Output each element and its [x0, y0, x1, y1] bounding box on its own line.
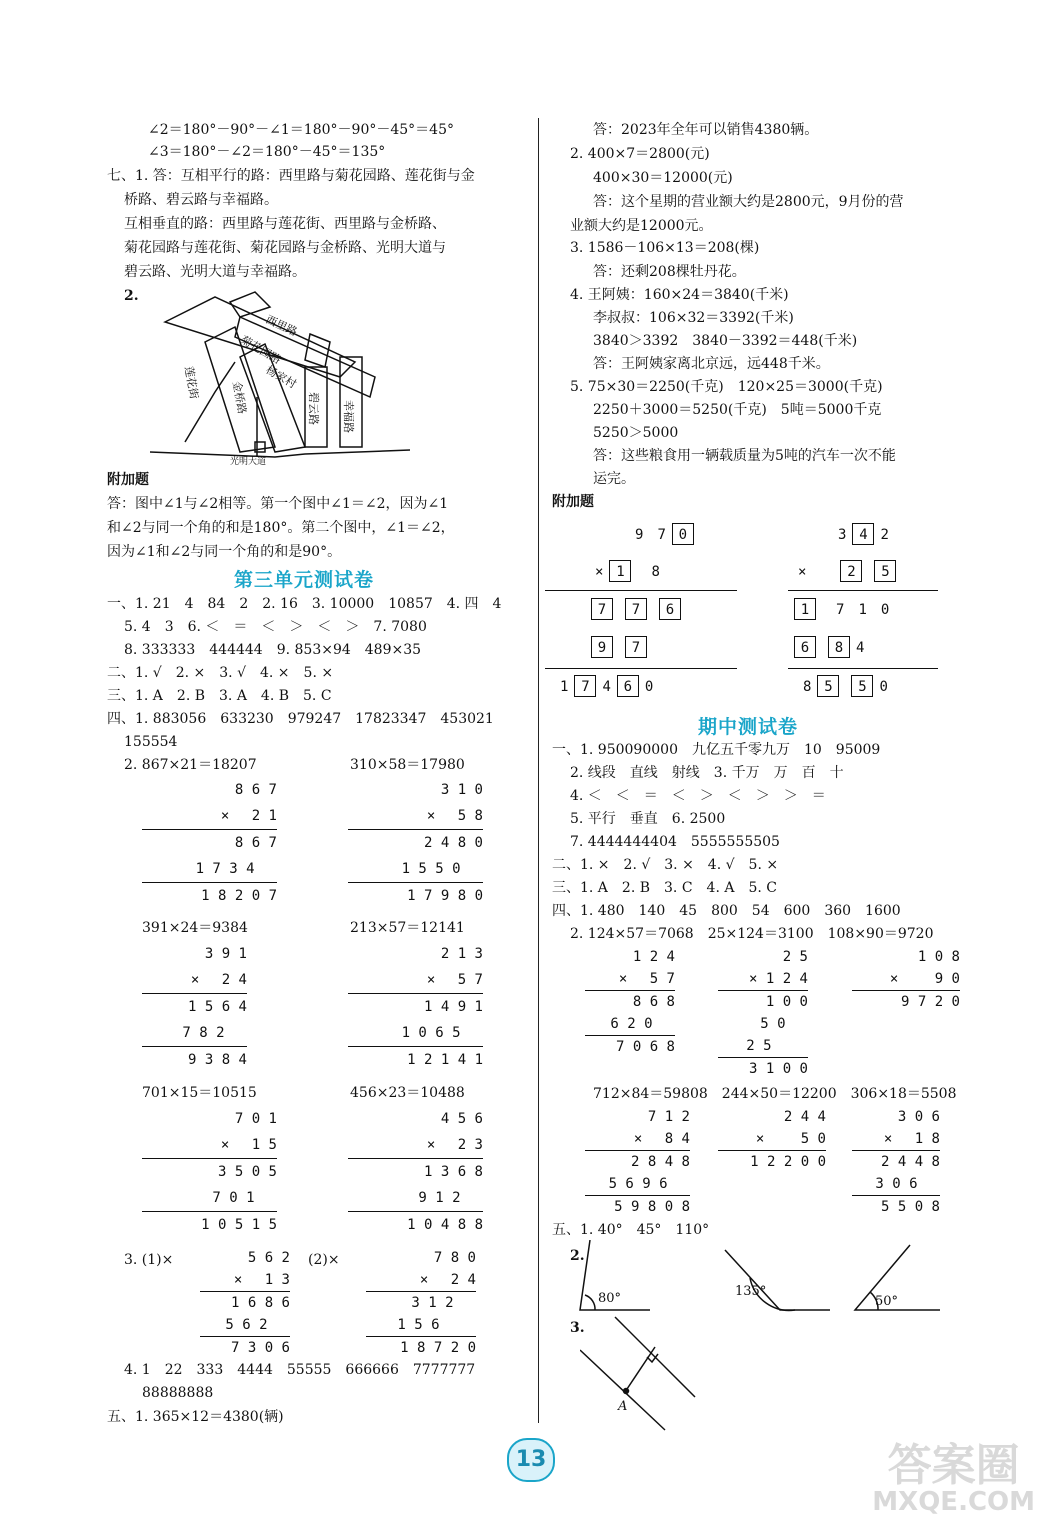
r-line: 答：王阿姨家离北京远，远448千米。 [593, 356, 830, 372]
answer-box: 5 [817, 675, 839, 697]
angle-135 [725, 1250, 830, 1310]
vertical-mult: 1 0 8 × 9 0 9 7 2 0 [852, 946, 960, 1013]
calc-eq: 213×57＝12141 [350, 920, 465, 936]
midterm-title: 期中测试卷 [698, 716, 799, 738]
road-map [145, 282, 415, 467]
q7-line-5: 碧云路、光明大道与幸福路。 [124, 264, 306, 280]
vertical-mult: 3 9 1 × 2 4 1 5 6 4 7 8 2 9 3 8 4 [142, 941, 247, 1073]
q4-line-2: 88888888 [142, 1385, 214, 1401]
r-line: 李叔叔：106×32＝3392(千米) [593, 310, 794, 326]
angle-label-135: 135° [735, 1284, 767, 1299]
vertical-mult: 8 6 7 × 2 1 8 6 7 1 7 3 4 1 8 2 0 7 [142, 777, 277, 909]
mid-line: 四、1. 480 140 45 800 54 600 360 1600 [552, 903, 901, 919]
calc-eq: 701×15＝10515 [142, 1085, 257, 1101]
answer-box: 1 [609, 560, 631, 582]
vertical-mult: 7 8 0 × 2 4 3 1 2 1 5 6 1 8 7 2 0 [366, 1247, 476, 1359]
q7-line-2: 桥路、碧云路与幸福路。 [124, 192, 278, 208]
map-label-xingfu: 幸福路 [342, 400, 355, 433]
column-divider [538, 118, 539, 1423]
watermark-top: 答案圈 [887, 1440, 1020, 1491]
r-line: 4. 王阿姨：160×24＝3840(千米) [570, 287, 789, 303]
watermark [872, 1440, 1035, 1517]
answer-box: 7 [574, 675, 596, 697]
angle-drawings [575, 1240, 955, 1315]
answer-box: 5 [874, 560, 896, 582]
fujia-title-left: 附加题 [107, 472, 149, 488]
answer-box: 6 [659, 598, 681, 620]
unit3-line-7: 155554 [124, 734, 178, 750]
r-line: 业额大约是12000元。 [570, 218, 713, 234]
answer-box: 7 [625, 598, 647, 620]
map-label-guangming: 光明大道 [230, 457, 267, 467]
unit3-title: 第三单元测试卷 [234, 569, 375, 591]
mid-line: 7. 4444444404 5555555505 [570, 834, 780, 850]
unit3-line-1: 一、1. 21 4 84 2 2. 16 3. 10000 10857 4. 四 4 [107, 596, 502, 612]
unit3-line-3: 8. 333333 444444 9. 853×94 489×35 [124, 642, 422, 658]
perpendicular-drawing [580, 1312, 710, 1432]
fujia-line-3: 因为∠1和∠2与同一个角的和是90°。 [107, 544, 342, 560]
angle-label-80: 80° [598, 1291, 622, 1306]
q7-line-1: 七、1. 答：互相平行的路：西里路与菊花园路、莲花街与金 [107, 168, 475, 184]
mid-line: 4. ＜ ＜ ＝ ＜ ＞ ＜ ＞ ＞ ＝ [570, 788, 826, 804]
mid-line: 一、1. 950090000 九亿五千零九万 10 95009 [552, 742, 881, 758]
q4-line-1: 4. 1 22 333 4444 55555 666666 7777777 [124, 1362, 476, 1378]
point-a-label: A [618, 1399, 628, 1414]
vertical-mult: 4 5 6 × 2 3 1 3 6 8 9 1 2 1 0 4 8 8 [348, 1106, 483, 1238]
map-label-juhuayuan: 菊花园路 [238, 333, 284, 367]
r-line: 5250＞5000 [593, 425, 679, 441]
answer-box: 6 [617, 675, 639, 697]
mid-line: 三、1. A 2. B 3. C 4. A 5. C [552, 880, 777, 896]
r-line: 答：这些粮食用一辆载质量为5吨的汽车一次不能 [593, 448, 896, 464]
q7-line-4: 菊花园路与莲花街、菊花园路与金桥路、光明大道与 [124, 240, 446, 256]
map-label-jinqiao: 金桥路 [230, 380, 249, 416]
answer-box: 8 [828, 636, 850, 658]
fujia-line-1: 答：图中∠1与∠2相等。第一个图中∠1＝∠2，因为∠1 [107, 496, 449, 512]
calc-eq: 2. 867×21＝18207 [124, 757, 257, 773]
fujia-title-right: 附加题 [552, 494, 594, 510]
q3a-label: 3. (1)× [124, 1252, 174, 1268]
r-line: 3. 1586－106×13＝208(棵) [570, 240, 760, 256]
q7-line-3: 互相垂直的路：西里路与莲花街、西里路与金桥路、 [124, 216, 446, 232]
calc-eq: 456×23＝10488 [350, 1085, 465, 1101]
fujia-line-2: 和∠2与同一个角的和是180°。第二个图中，∠1＝∠2， [107, 520, 455, 536]
mid-q5-2: 2. [570, 1248, 585, 1264]
mid-line: 5. 平行 垂直 6. 2500 [570, 811, 726, 827]
r-line: 3840＞3392 3840－3392＝448(千米) [593, 333, 858, 349]
answer-box: 5 [851, 675, 873, 697]
answer-box: 7 [625, 636, 647, 658]
angle-label-50: 50° [875, 1294, 899, 1309]
unit3-line-4: 二、1. √ 2. × 3. √ 4. × 5. × [107, 665, 334, 681]
map-label: 2. [124, 288, 139, 304]
answer-box: 2 [840, 560, 862, 582]
r-line: 5. 75×30＝2250(千克) 120×25＝3000(千克) [570, 379, 883, 395]
vertical-mult: 3 1 0 × 5 8 2 4 8 0 1 5 5 0 1 7 9 8 0 [348, 777, 483, 909]
vertical-mult: 7 1 2 × 8 4 2 8 4 8 5 6 9 6 5 9 8 0 8 [585, 1106, 690, 1218]
vertical-mult: 1 2 4 × 5 7 8 6 8 6 2 0 7 0 6 8 [585, 946, 675, 1058]
mid-q5-3: 3. [570, 1320, 585, 1336]
mid-eq-row2: 712×84＝59808 244×50＝12200 306×18＝5508 [593, 1086, 957, 1102]
vertical-mult: 2 1 3 × 5 7 1 4 9 1 1 0 6 5 1 2 1 4 1 [348, 941, 483, 1073]
answer-box: 0 [672, 523, 694, 545]
calc-eq: 310×58＝17980 [350, 757, 465, 773]
mid-q5-line: 五、1. 40° 45° 110° [552, 1222, 710, 1238]
r-line: 运完。 [593, 471, 635, 487]
map-label-xili: 西里路 [263, 312, 300, 339]
answer-box: 9 [591, 636, 613, 658]
unit3-line-5: 三、1. A 2. B 3. A 4. B 5. C [107, 688, 332, 704]
unit3-line-6: 四、1. 883056 633230 979247 17823347 453021 [107, 711, 494, 727]
vertical-mult: 3 0 6 × 1 8 2 4 4 8 3 0 6 5 5 0 8 [852, 1106, 940, 1218]
mid-line: 2. 124×57＝7068 25×124＝3100 108×90＝9720 [570, 926, 934, 942]
q5-line: 五、1. 365×12＝4380(辆) [107, 1409, 284, 1425]
vertical-mult: 2 5 × 1 2 4 1 0 0 5 0 2 5 3 1 0 0 [718, 946, 808, 1080]
mid-line: 2. 线段 直线 射线 3. 千万 万 百 十 [570, 765, 844, 781]
watermark-bottom: MXQE.COM [872, 1487, 1035, 1517]
vertical-mult: 5 6 2 × 1 3 1 6 8 6 5 6 2 7 3 0 6 [200, 1247, 290, 1359]
r-line: 2. 400×7＝2800(元) [570, 146, 710, 162]
angle-line-1: ∠2＝180°－90°－∠1＝180°－90°－45°＝45° [148, 122, 454, 138]
r-line: 400×30＝12000(元) [593, 170, 733, 186]
map-label-biyun: 碧云路 [307, 392, 320, 425]
r-line: 答：2023年全年可以销售4380辆。 [593, 122, 819, 138]
answer-box: 1 [794, 598, 816, 620]
r-line: 2250＋3000＝5250(千克) 5吨＝5000千克 [593, 402, 882, 418]
unit3-line-2: 5. 4 3 6. ＜ ＝ ＜ ＞ ＜ ＞ 7. 7080 [124, 619, 427, 635]
mid-line: 二、1. × 2. √ 3. × 4. √ 5. × [552, 857, 779, 873]
answer-box: 7 [591, 598, 613, 620]
vertical-mult: 7 0 1 × 1 5 3 5 0 5 7 0 1 1 0 5 1 5 [142, 1106, 277, 1238]
vertical-mult: 2 4 4 × 5 0 1 2 2 0 0 [718, 1106, 826, 1173]
map-label-yangjiacun: 杨家村 [263, 363, 299, 392]
answer-box: 6 [794, 636, 816, 658]
r-line: 答：这个星期的营业额大约是2800元，9月份的营 [593, 194, 904, 210]
q3b-label: (2)× [308, 1252, 340, 1268]
map-label-lianhua: 莲花街 [182, 365, 201, 401]
calc-eq: 391×24＝9384 [142, 920, 248, 936]
answer-box: 4 [852, 523, 874, 545]
angle-line-2: ∠3＝180°－∠2＝180°－45°＝135° [148, 144, 386, 160]
page-number: 13 [507, 1438, 555, 1482]
r-line: 答：还剩208棵牡丹花。 [593, 264, 746, 280]
